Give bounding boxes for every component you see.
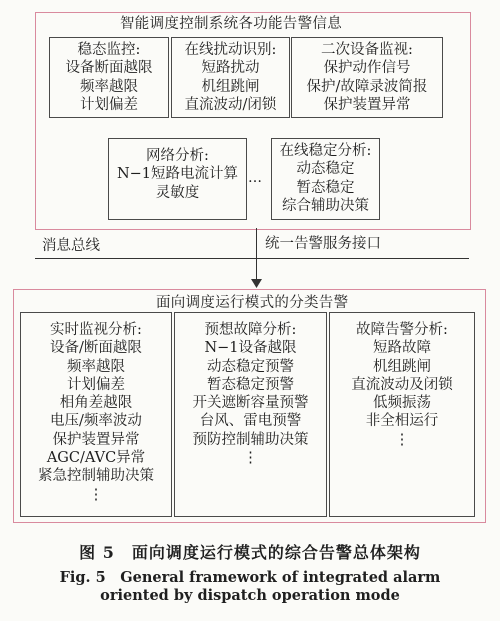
box-item: 非全相运行 — [365, 413, 439, 430]
box-item: AGC/AVC异常 — [46, 450, 146, 467]
box-item: 紧急控制辅助决策 — [38, 468, 154, 485]
box-title: 故障告警分析: — [356, 322, 448, 338]
box-item: 低频振荡 — [373, 395, 431, 412]
box-item: 机组跳闸 — [373, 358, 431, 375]
box-title: 网络分析: — [146, 148, 209, 164]
bottom-section-title: 面向调度运行模式的分类告警 — [156, 295, 349, 311]
box-ellipsis: ⋮ — [243, 450, 258, 467]
down-arrow-icon — [251, 279, 262, 288]
fault-alarm-box — [329, 312, 475, 517]
box-item: 台风、雷电预警 — [199, 413, 302, 430]
box-item: 暂态稳定 — [296, 179, 355, 196]
box-item: 暂态稳定预警 — [207, 376, 294, 393]
box-item: 综合辅助决策 — [282, 197, 369, 214]
box-title: 二次设备监视: — [321, 42, 413, 58]
online-disturbance-box — [171, 37, 290, 118]
box-item: 保护装置异常 — [52, 431, 140, 448]
top-ellipsis: … — [248, 170, 263, 186]
box-item: 机组跳闸 — [201, 78, 260, 95]
network-analysis-box — [108, 138, 247, 220]
box-item: 频率越限 — [80, 78, 138, 95]
box-item: 频率越限 — [67, 358, 125, 375]
box-item: 计划偏差 — [80, 96, 138, 113]
box-item: 计划偏差 — [67, 376, 125, 393]
box-item: 动态稳定 — [296, 161, 355, 178]
box-title: 稳态监控: — [77, 42, 141, 58]
box-item: 直流波动/闭锁 — [184, 96, 277, 113]
box-item: 动态稳定预警 — [207, 358, 294, 375]
box-item: 保护动作信号 — [323, 60, 411, 77]
box-item: 相角差越限 — [59, 395, 133, 412]
box-title: 在线稳定分析: — [279, 143, 372, 159]
box-item: 短路故障 — [373, 340, 431, 357]
box-item: 灵敏度 — [155, 184, 200, 201]
box-ellipsis: ⋮ — [394, 431, 410, 448]
box-item: N−1短路电流计算 — [116, 166, 239, 183]
box-item: 设备断面越限 — [65, 60, 153, 77]
connector-arrow-line — [256, 259, 257, 281]
box-item: 设备/断面越限 — [50, 340, 142, 357]
connector-line — [256, 228, 257, 258]
online-stability-box — [271, 138, 380, 220]
box-item: 保护/故障录波简报 — [306, 78, 428, 95]
box-title: 预想故障分析: — [204, 322, 297, 338]
alarm-interface-label: 统一告警服务接口 — [265, 236, 381, 252]
box-item: 电压/频率波动 — [50, 413, 142, 430]
secondary-device-box — [291, 37, 443, 118]
realtime-monitor-box — [20, 312, 172, 517]
box-title: 实时监视分析: — [50, 322, 142, 338]
message-bus-line — [35, 258, 469, 259]
figure-caption-cn: 图 5 面向调度运行模式的综合告警总体架构 — [79, 543, 421, 562]
steady-state-monitor-box — [49, 37, 169, 118]
box-item: 保护装置异常 — [323, 96, 411, 113]
box-item: 开关遮断容量预警 — [192, 395, 309, 412]
box-title: 在线扰动识别: — [184, 42, 277, 58]
figure-caption-en-line1: Fig. 5 General framework of integrated alarm — [59, 569, 441, 586]
box-item: 预防控制辅助决策 — [192, 431, 309, 448]
box-item: 直流波动及闭锁 — [351, 376, 453, 393]
figure-caption-en-line2: oriented by dispatch operation mode — [100, 587, 400, 604]
top-section-title: 智能调度控制系统各功能告警信息 — [120, 16, 342, 32]
box-item: 短路扰动 — [201, 60, 260, 77]
box-item: N−1设备越限 — [204, 340, 297, 357]
contingency-analysis-box — [174, 312, 327, 517]
bus-label: 消息总线 — [42, 238, 100, 254]
box-ellipsis: ⋮ — [88, 486, 104, 503]
